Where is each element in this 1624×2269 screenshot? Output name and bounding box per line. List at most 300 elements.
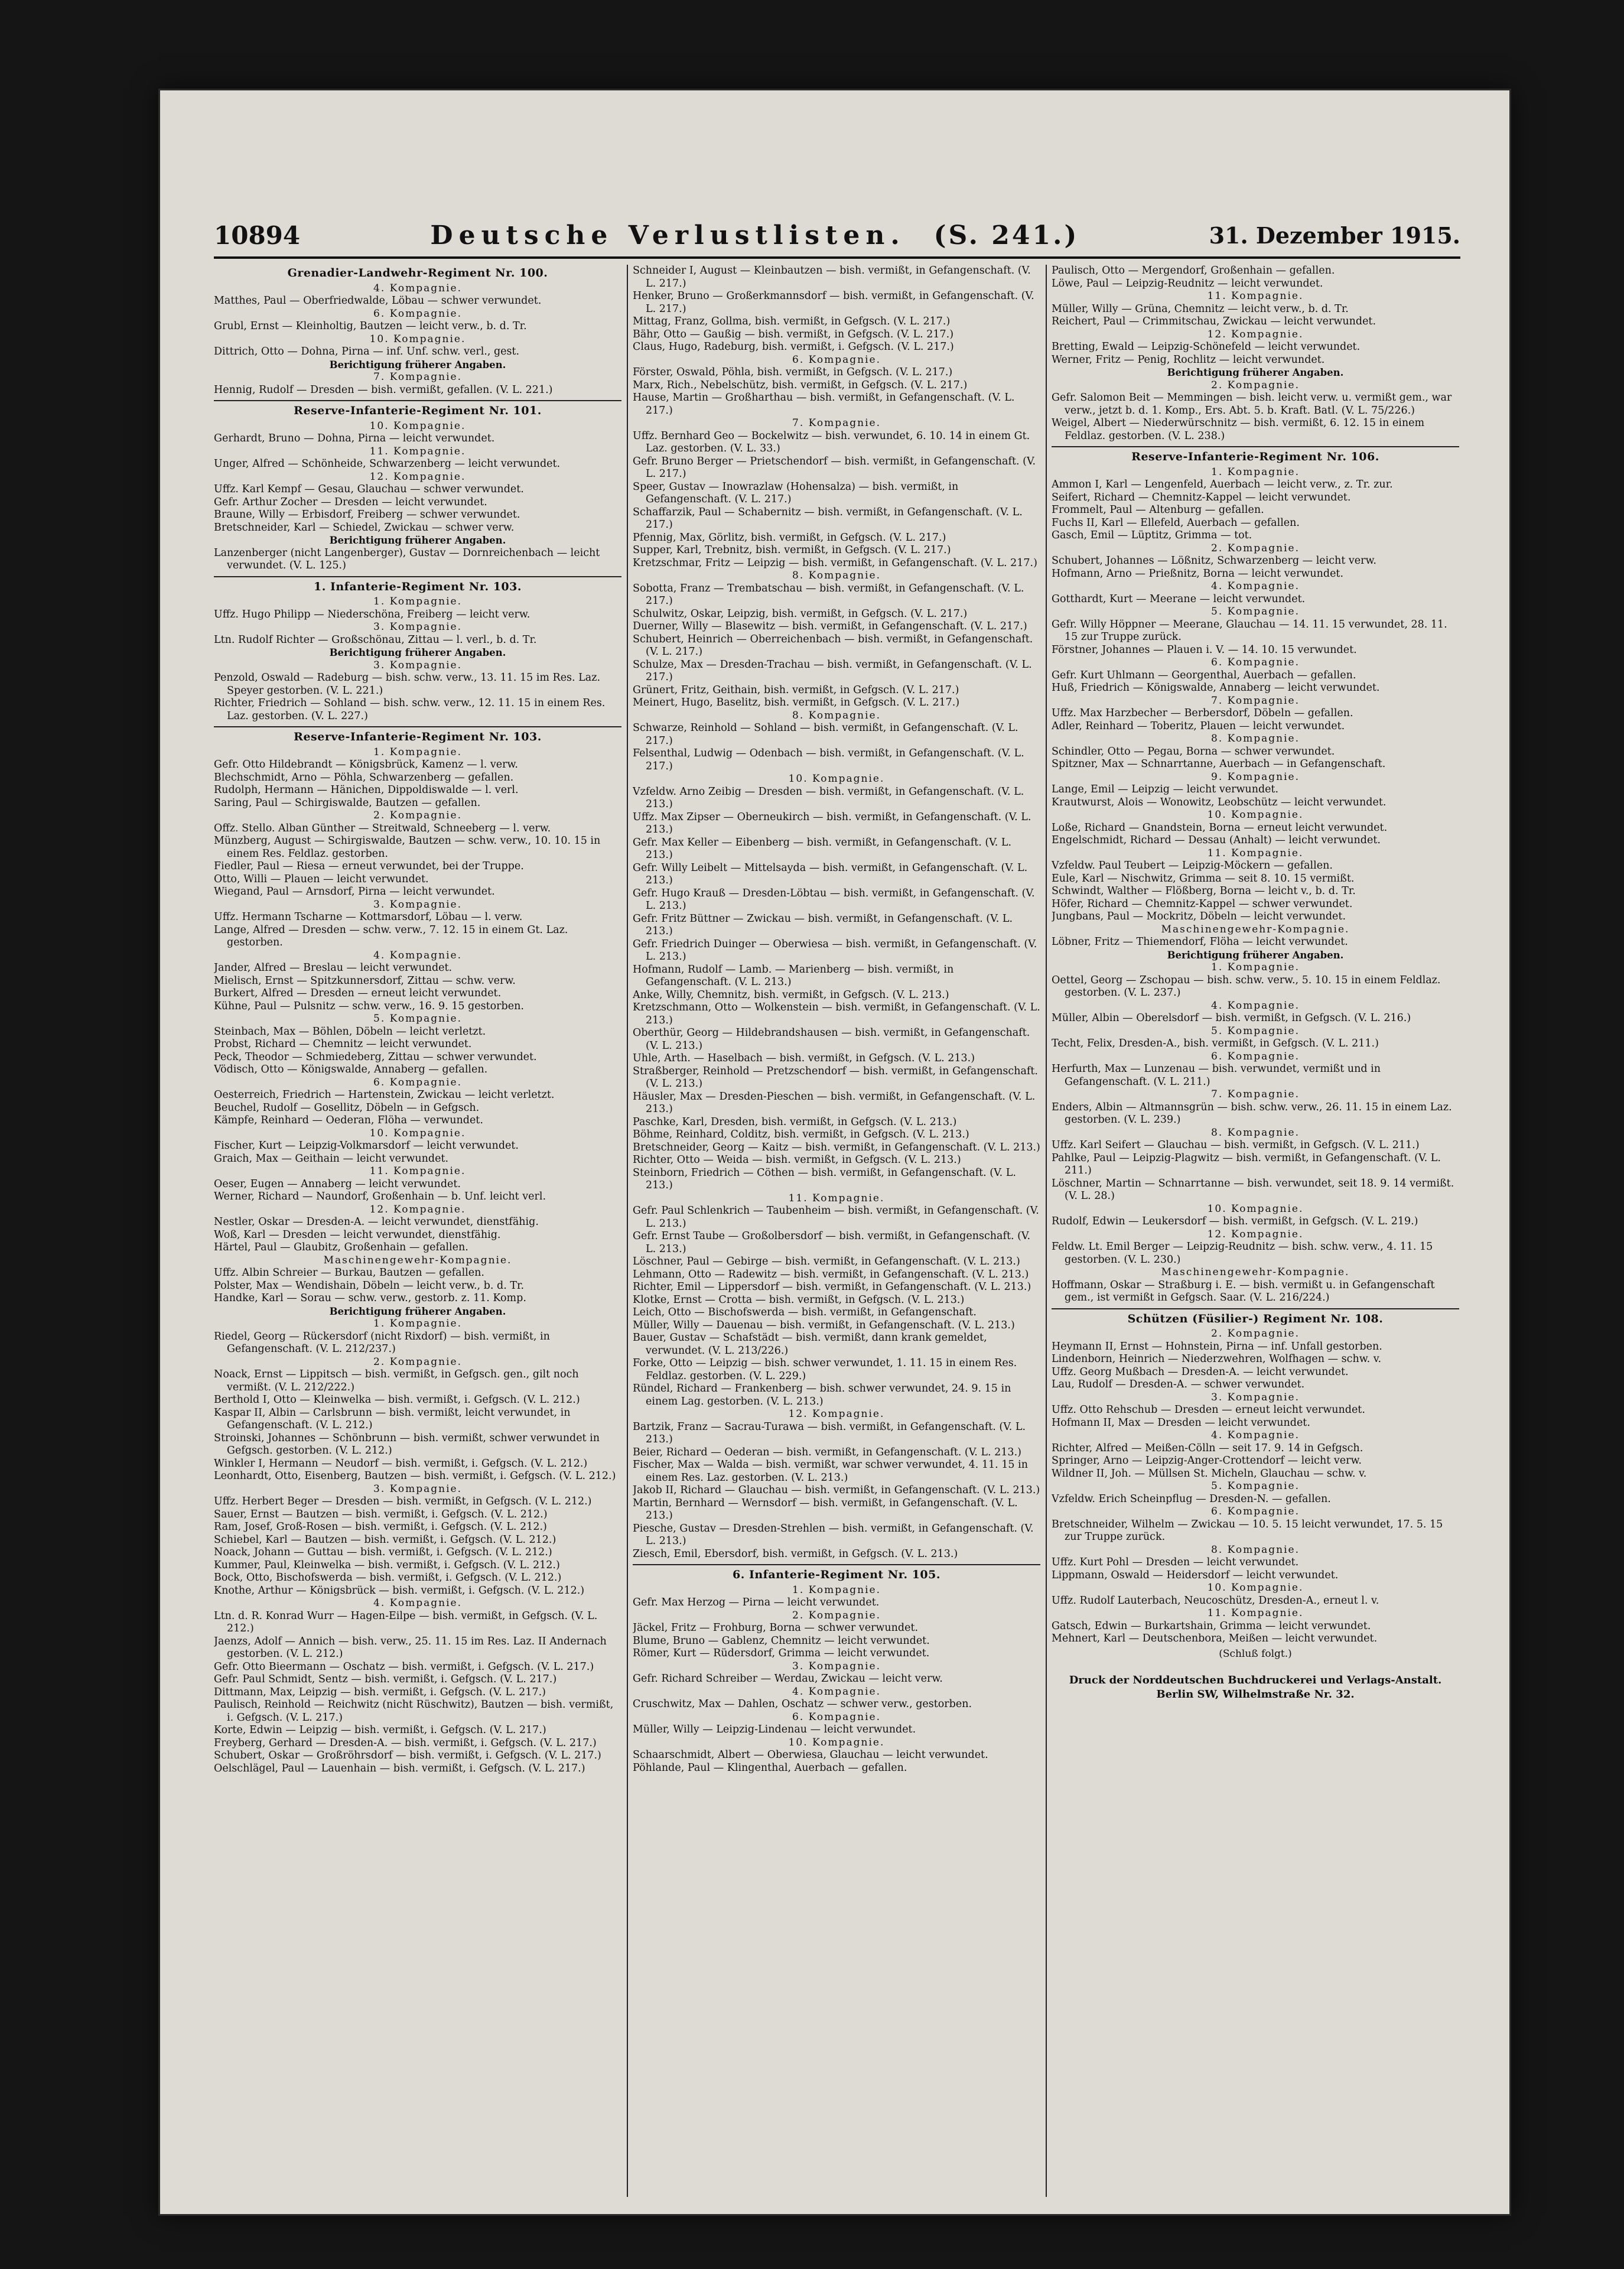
header-rule (214, 256, 1460, 259)
regiment-section (1052, 446, 1459, 1305)
casualty-entry: Wiegand, Paul — Arnsdorf, Pirna — leicht verwundet. (214, 886, 495, 898)
casualty-entry: Supper, Karl, Trebnitz, bish. vermißt, in Gefgsch. (V. L. 217.) (633, 544, 951, 556)
casualty-entry: Braune, Willy — Erbisdorf, Freiberg — schwer verwundet. (214, 509, 520, 521)
company-heading: 6. Kompagnie. (1211, 656, 1300, 668)
casualty-entry: Mittag, Franz, Gollma, bish. vermißt, in Gefgsch. (V. L. 217.) (633, 316, 951, 327)
correction-heading: Berichtigung früherer Angaben. (1167, 949, 1344, 961)
casualty-entry: Frommelt, Paul — Altenburg — gefallen. (1052, 504, 1264, 516)
casualty-entry: Forke, Otto — Leipzig — bish. schwer verwundet, 1. 11. 15 in einem Res. Feldlaz. gestorben. (V. L. 229.) (633, 1357, 1017, 1382)
casualty-entry: Rudolph, Hermann — Hänichen, Dippoldiswalde — l. verl. (214, 784, 519, 796)
casualty-entry: Uffz. Karl Seifert — Glauchau — bish. vermißt, in Gefgsch. (V. L. 211.) (1052, 1139, 1420, 1151)
company-heading: 12. Kompagnie. (1207, 1228, 1304, 1240)
casualty-entry: Oberthür, Georg — Hildebrandshausen — bish. vermißt, in Gefangenschaft. (V. L. 213.) (633, 1027, 1030, 1052)
casualty-entry: Hofmann, Rudolf — Lamb. — Marienberg — bish. vermißt, in Gefangenschaft. (V. L. 213.) (633, 963, 954, 988)
casualty-entry: Martin, Bernhard — Wernsdorf — bish. vermißt, in Gefangenschaft. (V. L. 213.) (633, 1497, 1018, 1522)
casualty-entry: Löschner, Martin — Schnarrtanne — bish. verwundet, seit 18. 9. 14 vermißt. (V. L. 28.) (1052, 1177, 1454, 1202)
company-heading: 6. Kompagnie. (1211, 1050, 1300, 1062)
company-heading: 10. Kompagnie. (369, 1127, 466, 1139)
casualty-entry: Kämpfe, Reinhard — Oederan, Flöha — verwundet. (214, 1114, 483, 1126)
publication-title: Deutsche Verlustlisten. (430, 220, 906, 251)
casualty-entry: Mielisch, Ernst — Spitzkunnersdorf, Zittau — schw. verw. (214, 974, 516, 987)
casualty-entry: Oesterreich, Friedrich — Hartenstein, Zwickau — leicht verletzt. (214, 1089, 555, 1101)
correction-heading: Berichtigung früherer Angaben. (1167, 367, 1344, 378)
company-heading: 8. Kompagnie. (1211, 1126, 1300, 1139)
casualty-entry: Gefr. Salomon Beit — Memmingen — bish. leicht verw. u. vermißt gem., war verw., jetzt b. d. 1. Komp., Ers. Abt. 5. b. Kraft. Batl. (V. L. 75/226.) (1052, 392, 1452, 417)
regiment-heading: Grenadier-Landwehr-Regiment Nr. 100. (287, 266, 548, 279)
casualty-entry: Uffz. Kurt Pohl — Dresden — leicht verwundet. (1052, 1556, 1299, 1568)
casualty-entry: Jäckel, Fritz — Frohburg, Borna — schwer verwundet. (633, 1622, 919, 1634)
casualty-entry: Krautwurst, Alois — Wonowitz, Leobschütz — leicht verwundet. (1052, 796, 1387, 808)
continuation-note: (Schluß folgt.) (1219, 1647, 1292, 1660)
casualty-entry: Techt, Felix, Dresden-A., bish. vermißt, in Gefgsch. (V. L. 211.) (1052, 1038, 1379, 1049)
company-heading: 1. Kompagnie. (1211, 466, 1300, 478)
company-heading: 2. Kompagnie. (792, 1609, 881, 1621)
casualty-entry: Fischer, Kurt — Leipzig-Volkmarsdorf — leicht verwundet. (214, 1140, 519, 1152)
company-heading: Maschinengewehr-Kompagnie. (1161, 923, 1350, 935)
casualty-entry: Bretschneider, Wilhelm — Zwickau — 10. 5. 15 leicht verwundet, 17. 5. 15 zur Truppe zurück. (1052, 1518, 1443, 1543)
casualty-entry: Schaarschmidt, Albert — Oberwiesa, Glauchau — leicht verwundet. (633, 1749, 988, 1761)
casualty-entry: Marx, Rich., Nebelschütz, bish. vermißt, in Gefgsch. (V. L. 217.) (633, 379, 968, 391)
casualty-entry: Matthes, Paul — Oberfriedwalde, Löbau — schwer verwundet. (214, 295, 542, 307)
regiment-heading: Reserve-Infanterie-Regiment Nr. 103. (294, 730, 542, 743)
casualty-entry: Mehnert, Karl — Deutschenbora, Meißen — leicht verwundet. (1052, 1633, 1378, 1644)
casualty-entry: Schneider I, August — Kleinbautzen — bish. vermißt, in Gefangenschaft. (V. L. 217.) (633, 265, 1031, 290)
company-heading: 11. Kompagnie. (369, 445, 466, 457)
company-heading: 11. Kompagnie. (1207, 1607, 1304, 1619)
printer-imprint (1052, 1673, 1459, 1702)
company-heading: 1. Kompagnie. (1211, 961, 1300, 973)
casualty-entry: Straßberger, Reinhold — Pretzschendorf — bish. vermißt, in Gefangenschaft. (V. L. 213.) (633, 1065, 1038, 1090)
company-heading: 3. Kompagnie. (373, 1483, 462, 1495)
regiment-section (633, 265, 1040, 1561)
company-heading: 12. Kompagnie. (1207, 328, 1304, 340)
casualty-entry: Böhme, Reinhard, Colditz, bish. vermißt, in Gefgsch. (V. L. 213.) (633, 1129, 969, 1140)
casualty-entry: Sobotta, Franz — Trembatschau — bish. vermißt, in Gefangenschaft. (V. L. 217.) (633, 582, 1024, 607)
casualty-entry: Gasch, Emil — Lüptitz, Grimma — tot. (1052, 529, 1252, 541)
section-rule (1052, 446, 1459, 447)
casualty-entry: Richter, Otto — Weida — bish. vermißt, in Gefgsch. (V. L. 213.) (633, 1154, 961, 1166)
casualty-entry: Kretzschmar, Fritz — Leipzig — bish. vermißt, in Gefangenschaft. (V. L. 217.) (633, 557, 1037, 569)
casualty-entry: Löbner, Fritz — Thiemendorf, Flöha — leicht verwundet. (1052, 936, 1348, 948)
casualty-entry: Oettel, Georg — Zschopau — bish. schw. verw., 5. 10. 15 in einem Feldlaz. gestorben. (V. L. 237.) (1052, 974, 1441, 999)
casualty-entry: Adler, Reinhard — Toberitz, Plauen — leicht verwundet. (1052, 720, 1345, 732)
casualty-entry: Sauer, Ernst — Bautzen — bish. vermißt, i. Gefgsch. (V. L. 212.) (214, 1508, 548, 1520)
regiment-heading: Reserve-Infanterie-Regiment Nr. 106. (1131, 450, 1379, 463)
imprint-address: Berlin SW, Wilhelmstraße Nr. 32. (1156, 1688, 1355, 1701)
regiment-section (214, 400, 621, 573)
casualty-entry: Bauer, Gustav — Schafstädt — bish. vermißt, dann krank gemeldet, verwundet. (V. L. 213/226.) (633, 1332, 987, 1357)
casualty-entry: Gatsch, Edwin — Burkartshain, Grimma — leicht verwundet. (1052, 1620, 1371, 1632)
casualty-entry: Lindenborn, Heinrich — Niederzwehren, Wolfhagen — schw. v. (1052, 1353, 1382, 1365)
casualty-entry: Ltn. Rudolf Richter — Großschönau, Zittau — l. verl., b. d. Tr. (214, 633, 537, 646)
company-heading: 2. Kompagnie. (1211, 379, 1300, 391)
column-3 (1052, 265, 1459, 2203)
casualty-entry: Blechschmidt, Arno — Pöhla, Schwarzenberg — gefallen. (214, 771, 514, 784)
company-heading: 7. Kompagnie. (1211, 694, 1300, 707)
regiment-heading: Schützen (Füsilier-) Regiment Nr. 108. (1127, 1312, 1384, 1325)
company-heading: 7. Kompagnie. (373, 371, 462, 383)
page-number: 10894 (214, 220, 301, 250)
casualty-entry: Pfennig, Max, Görlitz, bish. vermißt, in Gefgsch. (V. L. 217.) (633, 531, 946, 544)
casualty-entry: Berthold I, Otto — Kleinwelka — bish. vermißt, i. Gefgsch. (V. L. 212.) (214, 1394, 580, 1406)
company-heading: 1. Kompagnie. (792, 1584, 881, 1596)
casualty-entry: Gefr. Otto Bieermann — Oschatz — bish. vermißt, i. Gefgsch. (V. L. 217.) (214, 1660, 594, 1673)
correction-heading: Berichtigung früherer Angaben. (329, 535, 506, 546)
casualty-entry: Hause, Martin — Großharthau — bish. vermißt, in Gefangenschaft. (V. L. 217.) (633, 392, 1015, 417)
casualty-entry: Cruschwitz, Max — Dahlen, Oschatz — schwer verw., gestorben. (633, 1698, 972, 1710)
company-heading: 2. Kompagnie. (373, 810, 462, 821)
casualty-entry: Gefr. Max Keller — Eibenberg — bish. vermißt, in Gefangenschaft. (V. L. 213.) (633, 836, 1012, 861)
casualty-entry: Schiebel, Karl — Bautzen — bish. vermißt, i. Gefgsch. (V. L. 212.) (214, 1533, 556, 1546)
company-heading: 10. Kompagnie. (369, 333, 466, 345)
company-heading: 10. Kompagnie. (1207, 1202, 1304, 1215)
company-heading: 10. Kompagnie. (788, 1736, 885, 1748)
casualty-entry: Gefr. Otto Hildebrandt — Königsbrück, Kamenz — l. verw. (214, 759, 518, 771)
casualty-entry: Woß, Karl — Dresden — leicht verwundet, dienstfähig. (214, 1228, 501, 1241)
column-1 (214, 265, 621, 2203)
casualty-entry: Schindler, Otto — Pegau, Borna — schwer verwundet. (1052, 745, 1335, 758)
casualty-entry: Freyberg, Gerhard — Dresden-A. — bish. vermißt, i. Gefgsch. (V. L. 217.) (214, 1737, 597, 1749)
casualty-entry: Steinbach, Max — Böhlen, Döbeln — leicht verletzt. (214, 1025, 486, 1038)
casualty-entry: Vzfeldw. Paul Teubert — Leipzig-Möckern — gefallen. (1052, 860, 1333, 872)
casualty-entry: Korte, Edwin — Leipzig — bish. vermißt, i. Gefgsch. (V. L. 217.) (214, 1724, 546, 1736)
regiment-section (214, 576, 621, 723)
casualty-entry: Hennig, Rudolf — Dresden — bish. vermißt, gefallen. (V. L. 221.) (214, 383, 553, 396)
casualty-entry: Schwarze, Reinhold — Sohland — bish. vermißt, in Gefangenschaft. (V. L. 217.) (633, 722, 1018, 747)
casualty-entry: Paschke, Karl, Dresden, bish. vermißt, in Gefgsch. (V. L. 213.) (633, 1116, 957, 1128)
casualty-entry: Jaenzs, Adolf — Annich — bish. verw., 25. 11. 15 im Res. Laz. II Andernach gestorben. (V. L. 212.) (214, 1635, 607, 1660)
section-rule (214, 726, 621, 727)
company-heading: 11. Kompagnie. (788, 1192, 885, 1204)
casualty-entry: Richter, Emil — Lippersdorf — bish. vermißt, in Gefangenschaft. (V. L. 213.) (633, 1281, 1031, 1293)
company-heading: 6. Kompagnie. (792, 353, 881, 366)
company-heading: 8. Kompagnie. (792, 570, 881, 581)
casualty-entry: Weigel, Albert — Niederwürschnitz — bish. vermißt, 6. 12. 15 in einem Feldlaz. gestorben. (V. L. 238.) (1052, 417, 1425, 442)
casualty-entry: Uffz. Max Harzbecher — Berbersdorf, Döbeln — gefallen. (1052, 707, 1353, 719)
casualty-entry: Schaffarzik, Paul — Schabernitz — bish. vermißt, in Gefangenschaft. (V. L. 217.) (633, 506, 1023, 531)
company-heading: 11. Kompagnie. (1207, 290, 1304, 302)
company-heading: 6. Kompagnie. (792, 1711, 881, 1723)
casualty-entry: Uffz. Hugo Philipp — Niederschöna, Freiberg — leicht verw. (214, 608, 531, 620)
casualty-entry: Werner, Richard — Naundorf, Großenhain — b. Unf. leicht verl. (214, 1191, 546, 1202)
casualty-entry: Schwindt, Walther — Flößberg, Borna — leicht v., b. d. Tr. (1052, 885, 1356, 897)
casualty-entry: Lippmann, Oswald — Heidersdorf — leicht verwundet. (1052, 1569, 1339, 1581)
casualty-entry: Ründel, Richard — Frankenberg — bish. schwer verwundet, 24. 9. 15 in einem Lag. gestorben. (V. L. 213.) (633, 1383, 1011, 1407)
casualty-entry: Seifert, Richard — Chemnitz-Kappel — leicht verwundet. (1052, 491, 1351, 503)
casualty-entry: Dittrich, Otto — Dohna, Pirna — inf. Unf. schw. verl., gest. (214, 346, 520, 357)
casualty-entry: Kummer, Paul, Kleinwelka — bish. vermißt, i. Gefgsch. (V. L. 212.) (214, 1559, 560, 1571)
casualty-entry: Noack, Johann — Guttau — bish. vermißt, i. Gefgsch. (V. L. 212.) (214, 1546, 552, 1558)
casualty-entry: Wildner II, Joh. — Müllsen St. Micheln, Glauchau — schw. v. (1052, 1467, 1367, 1480)
company-heading: 5. Kompagnie. (1211, 606, 1300, 617)
casualty-entry: Graich, Max — Geithain — leicht verwundet. (214, 1152, 449, 1165)
casualty-entry: Gefr. Kurt Uhlmann — Georgenthal, Auerbach — gefallen. (1052, 669, 1356, 681)
regiment-heading: 1. Infanterie-Regiment Nr. 103. (314, 580, 522, 593)
casualty-entry: Ammon I, Karl — Lengenfeld, Auerbach — leicht verw., z. Tr. zur. (1052, 479, 1393, 490)
column-2 (633, 265, 1040, 2203)
casualty-entry: Gefr. Bruno Berger — Prietschendorf — bish. vermißt, in Gefangenschaft. (V. L. 217.) (633, 455, 1036, 480)
casualty-entry: Gefr. Fritz Büttner — Zwickau — bish. vermißt, in Gefangenschaft. (V. L. 213.) (633, 912, 1013, 937)
casualty-entry: Ram, Josef, Groß-Rosen — bish. vermißt, i. Gefgsch. (V. L. 212.) (214, 1521, 547, 1533)
casualty-entry: Hoffmann, Oskar — Straßburg i. E. — bish. vermißt u. in Gefangenschaft gem., ist vermißt in Gefgsch. Saar. (V. L. 216/224.) (1052, 1279, 1435, 1303)
company-heading: 6. Kompagnie. (373, 1076, 462, 1088)
casualty-entry: Reichert, Paul — Crimmitschau, Zwickau — leicht verwundet. (1052, 316, 1376, 327)
casualty-entry: Paulisch, Otto — Mergendorf, Großenhain — gefallen. (1052, 265, 1335, 277)
company-heading: 10. Kompagnie. (369, 420, 466, 432)
company-heading: 8. Kompagnie. (1211, 1543, 1300, 1556)
company-heading: 3. Kompagnie. (792, 1660, 881, 1672)
casualty-entry: Uffz. Herbert Beger — Dresden — bish. vermißt, in Gefgsch. (V. L. 212.) (214, 1496, 592, 1507)
section-rule (1052, 1308, 1459, 1309)
regiment-section (214, 267, 621, 396)
casualty-entry: Felsenthal, Ludwig — Odenbach — bish. vermißt, in Gefangenschaft. (V. L. 217.) (633, 747, 1024, 772)
casualty-entry: Klotke, Ernst — Crotta — bish. vermißt, in Gefgsch. (V. L. 213.) (633, 1293, 965, 1306)
page-header (214, 217, 1460, 253)
casualty-entry: Löschner, Paul — Gebirge — bish. vermißt, in Gefangenschaft. (V. L. 213.) (633, 1256, 1020, 1267)
regiment-heading: 6. Infanterie-Regiment Nr. 105. (733, 1568, 940, 1581)
regiment-heading: Reserve-Infanterie-Regiment Nr. 101. (294, 404, 542, 417)
header-title-group (430, 220, 1079, 251)
company-heading: 2. Kompagnie. (1211, 1328, 1300, 1340)
casualty-entry: Gerhardt, Bruno — Dohna, Pirna — leicht verwundet. (214, 433, 495, 444)
casualty-entry: Förstner, Johannes — Plauen i. V. — 14. 10. 15 verwundet. (1052, 643, 1357, 656)
casualty-entry: Gefr. Willy Höppner — Meerane, Glauchau — 14. 11. 15 verwundet, 28. 11. 15 zur Truppe zurück. (1052, 618, 1447, 643)
casualty-entry: Lange, Alfred — Dresden — schw. verw., 7. 12. 15 in einem Gt. Laz. gestorben. (214, 924, 568, 948)
company-heading: 6. Kompagnie. (1211, 1506, 1300, 1517)
casualty-entry: Vzfeldw. Erich Scheinpflug — Dresden-N. — gefallen. (1052, 1493, 1331, 1505)
company-heading: 5. Kompagnie. (1211, 1025, 1300, 1037)
regiment-section (1052, 1308, 1459, 1661)
casualty-entry: Fischer, Max — Walda — bish. vermißt, war schwer verwundet, 4. 11. 15 in einem Res. Laz. gestorben. (V. L. 213.) (633, 1459, 1028, 1484)
casualty-entry: Gefr. Max Herzog — Pirna — leicht verwundet. (633, 1597, 880, 1608)
regiment-section (214, 726, 621, 1775)
newspaper-page (158, 89, 1511, 2216)
casualty-entry: Pöhlande, Paul — Klingenthal, Auerbach — gefallen. (633, 1761, 907, 1774)
casualty-entry: Jander, Alfred — Breslau — leicht verwundet. (214, 962, 453, 974)
casualty-entry: Penzold, Oswald — Radeburg — bish. schw. verw., 13. 11. 15 im Res. Laz. Speyer gestorben. (V. L. 221.) (214, 672, 601, 697)
casualty-entry: Fuchs II, Karl — Ellefeld, Auerbach — gefallen. (1052, 516, 1300, 529)
casualty-entry: Rudolf, Edwin — Leukersdorf — bish. vermißt, in Gefgsch. (V. L. 219.) (1052, 1215, 1418, 1227)
company-heading: 12. Kompagnie. (369, 1203, 466, 1215)
company-heading: 11. Kompagnie. (1207, 847, 1304, 859)
company-heading: 11. Kompagnie. (369, 1165, 466, 1177)
casualty-entry: Lanzenberger (nicht Langenberger), Gustav — Dornreichenbach — leicht verwundet. (V. L. 125.) (214, 547, 600, 571)
casualty-entry: Ltn. d. R. Konrad Wurr — Hagen-Eilpe — bish. vermißt, in Gefgsch. (V. L. 212.) (214, 1610, 598, 1634)
casualty-entry: Schulze, Max — Dresden-Trachau — bish. vermißt, in Gefangenschaft. (V. L. 217.) (633, 658, 1032, 683)
casualty-entry: Häusler, Max — Dresden-Pieschen — bish. vermißt, in Gefangenschaft. (V. L. 213.) (633, 1090, 1036, 1115)
company-heading: 8. Kompagnie. (792, 709, 881, 721)
company-heading: 10. Kompagnie. (1207, 1582, 1304, 1594)
casualty-entry: Müller, Willy — Dauenau — bish. vermißt, in Gefangenschaft. (V. L. 213.) (633, 1319, 1015, 1331)
casualty-entry: Löwe, Paul — Leipzig-Reudnitz — leicht verwundet. (1052, 277, 1323, 290)
casualty-entry: Bock, Otto, Bischofswerda — bish. vermißt, i. Gefgsch. (V. L. 212.) (214, 1572, 562, 1584)
casualty-entry: Blume, Bruno — Gablenz, Chemnitz — leicht verwundet. (633, 1634, 930, 1647)
casualty-entry: Schulwitz, Oskar, Leipzig, bish. vermißt, in Gefgsch. (V. L. 217.) (633, 607, 968, 620)
casualty-entry: Müller, Willy — Grüna, Chemnitz — leicht verw., b. d. Tr. (1052, 303, 1349, 315)
casualty-entry: Saring, Paul — Schirgiswalde, Bautzen — gefallen. (214, 797, 481, 809)
casualty-entry: Meinert, Hugo, Baselitz, bish. vermißt, in Gefgsch. (V. L. 217.) (633, 697, 960, 708)
casualty-entry: Steinborn, Friedrich — Cöthen — bish. vermißt, in Gefangenschaft. (V. L. 213.) (633, 1166, 1016, 1191)
casualty-entry: Müller, Albin — Oberelsdorf — bish. vermißt, in Gefgsch. (V. L. 216.) (1052, 1012, 1411, 1024)
casualty-entry: Springer, Arno — Leipzig-Anger-Crottendorf — leicht verw. (1052, 1455, 1362, 1467)
column-divider (627, 265, 628, 2197)
casualty-entry: Schubert, Oskar — Großröhrsdorf — bish. vermißt, i. Gefgsch. (V. L. 217.) (214, 1750, 601, 1761)
casualty-entry: Bretschneider, Georg — Kaitz — bish. vermißt, in Gefangenschaft. (V. L. 213.) (633, 1141, 1040, 1153)
casualty-entry: Beuchel, Rudolf — Gosellitz, Döbeln — in Gefgsch. (214, 1101, 480, 1114)
casualty-entry: Grünert, Fritz, Geithain, bish. vermißt, in Gefgsch. (V. L. 217.) (633, 684, 959, 696)
casualty-entry: Kretzschmann, Otto — Wolkenstein — bish. vermißt, in Gefangenschaft. (V. L. 213.) (633, 1002, 1040, 1026)
casualty-entry: Stroinski, Johannes — Schönbrunn — bish. vermißt, schwer verwundet in Gefgsch. gestorben. (V. L. 212.) (214, 1432, 600, 1457)
company-heading: 4. Kompagnie. (1211, 580, 1300, 592)
casualty-entry: Münzberg, August — Schirgiswalde, Bautzen — schw. verw., 10. 10. 15 in einem Res. Feldlaz. gestorben. (214, 835, 601, 860)
casualty-entry: Gotthardt, Kurt — Meerane — leicht verwundet. (1052, 593, 1306, 605)
casualty-entry: Kaspar II, Albin — Carlsbrunn — bish. vermißt, leicht verwundet, in Gefangenschaft. (V. L. 212.) (214, 1406, 571, 1431)
casualty-entry: Engelschmidt, Richard — Dessau (Anhalt) — leicht verwundet. (1052, 834, 1381, 846)
casualty-entry: Probst, Richard — Chemnitz — leicht verwundet. (214, 1038, 472, 1050)
section-rule (633, 1564, 1040, 1565)
casualty-entry: Ziesch, Emil, Ebersdorf, bish. vermißt, in Gefgsch. (V. L. 213.) (633, 1548, 958, 1560)
casualty-entry: Jungbans, Paul — Mockritz, Döbeln — leicht verwundet. (1052, 911, 1346, 922)
casualty-entry: Gefr. Arthur Zocher — Dresden — leicht verwundet. (214, 496, 487, 508)
imprint-line: Druck der Norddeutschen Buchdruckerei und Verlags-Anstalt. (1069, 1674, 1442, 1686)
company-heading: 10. Kompagnie. (788, 773, 885, 785)
correction-heading: Berichtigung früherer Angaben. (329, 1305, 506, 1317)
casualty-entry: Kühne, Paul — Pulsnitz — schw. verw., 16. 9. 15 gestorben. (214, 1000, 524, 1012)
casualty-entry: Schubert, Johannes — Lößnitz, Schwarzenberg — leicht verw. (1052, 555, 1376, 567)
casualty-entry: Lau, Rudolf — Dresden-A. — schwer verwundet. (1052, 1379, 1305, 1390)
casualty-entry: Römer, Kurt — Rüdersdorf, Grimma — leicht verwundet. (633, 1647, 930, 1659)
company-heading: 12. Kompagnie. (369, 470, 466, 483)
casualty-entry: Herfurth, Max — Lunzenau — bish. verwundet, vermißt und in Gefangenschaft. (V. L. 211.) (1052, 1063, 1381, 1088)
casualty-entry: Gefr. Paul Schmidt, Sentz — bish. vermißt, i. Gefgsch. (V. L. 217.) (214, 1673, 557, 1685)
casualty-entry: Anke, Willy, Chemnitz, bish. vermißt, in Gefgsch. (V. L. 213.) (633, 989, 949, 1001)
casualty-entry: Uffz. Albin Schreier — Burkau, Bautzen — gefallen. (214, 1267, 484, 1279)
company-heading: 7. Kompagnie. (1211, 1088, 1300, 1100)
company-heading: 3. Kompagnie. (373, 659, 462, 671)
casualty-entry: Henker, Bruno — Großerkmannsdorf — bish. vermißt, in Gefangenschaft. (V. L. 217.) (633, 290, 1034, 315)
company-heading: 12. Kompagnie. (788, 1408, 885, 1420)
casualty-entry: Paulisch, Reinhold — Reichwitz (nicht Rüschwitz), Bautzen — bish. vermißt, i. Gefgsch. (V. L. 217.) (214, 1699, 614, 1724)
casualty-entry: Loße, Richard — Gnandstein, Borna — erneut leicht verwundet. (1052, 821, 1388, 834)
company-heading: 4. Kompagnie. (373, 1597, 462, 1609)
casualty-entry: Piesche, Gustav — Dresden-Strehlen — bish. vermißt, in Gefangenschaft. (V. L. 213.) (633, 1522, 1034, 1547)
casualty-entry: Uffz. Georg Mußbach — Dresden-A. — leicht verwundet. (1052, 1366, 1349, 1378)
casualty-entry: Grubl, Ernst — Kleinholtig, Bautzen — leicht verw., b. d. Tr. (214, 320, 527, 332)
company-heading: 10. Kompagnie. (1207, 809, 1304, 821)
section-rule (214, 400, 621, 401)
casualty-entry: Uffz. Rudolf Lauterbach, Neucoschütz, Dresden-A., erneut l. v. (1052, 1594, 1379, 1607)
casualty-entry: Heymann II, Ernst — Hohnstein, Pirna — inf. Unfall gestorben. (1052, 1340, 1382, 1353)
casualty-entry: Höfer, Richard — Chemnitz-Kappel — schwer verwundet. (1052, 898, 1353, 910)
company-heading: 5. Kompagnie. (1211, 1480, 1300, 1492)
casualty-entry: Schubert, Heinrich — Oberreichenbach — bish. vermißt, in Gefangenschaft. (V. L. 217.) (633, 633, 1033, 658)
casualty-entry: Handke, Karl — Sorau — schw. verw., gestorb. z. 11. Komp. (214, 1292, 526, 1304)
casualty-entry: Spitzner, Max — Schnarrtanne, Auerbach — in Gefangenschaft. (1052, 758, 1386, 770)
casualty-entry: Gefr. Hugo Krauß — Dresden-Löbtau — bish. vermißt, in Gefangenschaft. (V. L. 213.) (633, 887, 1035, 912)
casualty-entry: Pahlke, Paul — Leipzig-Plagwitz — bish. vermißt, in Gefangenschaft. (V. L. 211.) (1052, 1152, 1441, 1176)
company-heading: 4. Kompagnie. (373, 949, 462, 961)
casualty-entry: Uhle, Arth. — Haselbach — bish. vermißt, in Gefgsch. (V. L. 213.) (633, 1052, 975, 1064)
casualty-entry: Lehmann, Otto — Radewitz — bish. vermißt, in Gefangenschaft. (V. L. 213.) (633, 1268, 1029, 1280)
casualty-entry: Vzfeldw. Arno Zeibig — Dresden — bish. vermißt, in Gefangenschaft. (V. L. 213.) (633, 785, 1024, 810)
casualty-entry: Uffz. Bernhard Geo — Bockelwitz — bish. verwundet, 6. 10. 14 in einem Gt. Laz. gestorben. (V. L. 33.) (633, 430, 1030, 454)
casualty-entry: Bretting, Ewald — Leipzig-Schönefeld — leicht verwundet. (1052, 341, 1361, 353)
company-heading: 2. Kompagnie. (373, 1355, 462, 1368)
casualty-entry: Knothe, Arthur — Königsbrück — bish. vermißt, i. Gefgsch. (V. L. 212.) (214, 1584, 585, 1597)
casualty-entry: Unger, Alfred — Schönheide, Schwarzenberg — leicht verwundet. (214, 458, 561, 470)
casualty-entry: Dittmann, Max, Leipzig — bish. vermißt, i. Gefgsch. (V. L. 217.) (214, 1686, 546, 1698)
company-heading: Maschinengewehr-Kompagnie. (323, 1254, 512, 1266)
casualty-entry: Uffz. Max Zipser — Oberneukirch — bish. vermißt, in Gefangenschaft. (V. L. 213.) (633, 811, 1031, 836)
casualty-entry: Feldw. Lt. Emil Berger — Leipzig-Reudnitz — bish. schw. verw., 4. 11. 15 gestorben. (V. L. 230.) (1052, 1241, 1433, 1266)
casualty-entry: Uffz. Otto Rehschub — Dresden — erneut leicht verwundet. (1052, 1404, 1365, 1416)
casualty-entry: Otto, Willi — Plauen — leicht verwundet. (214, 873, 429, 885)
correction-heading: Berichtigung früherer Angaben. (329, 647, 506, 658)
company-heading: 1. Kompagnie. (373, 1318, 462, 1329)
casualty-entry: Jakob II, Richard — Glauchau — bish. vermißt, in Gefangenschaft. (V. L. 213.) (633, 1484, 1040, 1496)
casualty-entry: Polster, Max — Wendishain, Döbeln — leicht verw., b. d. Tr. (214, 1279, 525, 1292)
edition-number: (S. 241.) (933, 220, 1079, 251)
casualty-entry: Fiedler, Paul — Riesa — erneut verwundet, bei der Truppe. (214, 860, 524, 872)
casualty-entry: Offz. Stello. Alban Günther — Streitwald, Schneeberg — l. verw. (214, 822, 551, 834)
section-rule (214, 576, 621, 577)
casualty-entry: Burkert, Alfred — Dresden — erneut leicht verwundet. (214, 987, 502, 999)
casualty-entry: Leich, Otto — Bischofswerda — bish. vermißt, in Gefangenschaft. (633, 1306, 977, 1318)
company-heading: 2. Kompagnie. (1211, 542, 1300, 554)
regiment-section (633, 1564, 1040, 1774)
casualty-entry: Winkler I, Hermann — Neudorf — bish. vermißt, i. Gefgsch. (V. L. 212.) (214, 1457, 588, 1470)
company-heading: 1. Kompagnie. (373, 596, 462, 607)
casualty-entry: Lange, Emil — Leipzig — leicht verwundet. (1052, 784, 1279, 795)
casualty-entry: Förster, Oswald, Pöhla, bish. vermißt, in Gefgsch. (V. L. 217.) (633, 366, 953, 378)
column-divider (1046, 265, 1047, 2197)
casualty-entry: Duerner, Willy — Blasewitz — bish. vermißt, in Gefangenschaft. (V. L. 217.) (633, 620, 1027, 632)
casualty-entry: Claus, Hugo, Radeburg, bish. vermißt, i. Gefgsch. (V. L. 217.) (633, 341, 954, 353)
casualty-entry: Gefr. Richard Schreiber — Werdau, Zwickau — leicht verw. (633, 1673, 943, 1685)
casualty-entry: Hofmann II, Max — Dresden — leicht verwundet. (1052, 1416, 1310, 1429)
casualty-entry: Uffz. Hermann Tscharne — Kottmarsdorf, Löbau — l. verw. (214, 911, 523, 923)
casualty-entry: Peck, Theodor — Schmiedeberg, Zittau — schwer verwundet. (214, 1051, 537, 1063)
company-heading: 3. Kompagnie. (373, 898, 462, 911)
company-heading: 8. Kompagnie. (1211, 733, 1300, 745)
casualty-entry: Müller, Willy — Leipzig-Lindenau — leicht verwundet. (633, 1724, 916, 1735)
company-heading: 3. Kompagnie. (1211, 1391, 1300, 1403)
casualty-entry: Oelschlägel, Paul — Lauenhain — bish. vermißt, i. Gefgsch. (V. L. 217.) (214, 1762, 585, 1774)
company-heading: 4. Kompagnie. (1211, 1429, 1300, 1441)
company-heading: 3. Kompagnie. (373, 621, 462, 633)
company-heading: 4. Kompagnie. (1211, 999, 1300, 1012)
casualty-entry: Bretschneider, Karl — Schiedel, Zwickau — schwer verw. (214, 521, 515, 534)
correction-heading: Berichtigung früherer Angaben. (329, 359, 506, 370)
casualty-entry: Bähr, Otto — Gaußig — bish. vermißt, in Gefgsch. (V. L. 217.) (633, 328, 954, 340)
casualty-entry: Uffz. Karl Kempf — Gesau, Glauchau — schwer verwundet. (214, 483, 524, 495)
casualty-entry: Enders, Albin — Altmannsgrün — bish. schw. verw., 26. 11. 15 in einem Laz. gestorben. (V. L. 239.) (1052, 1101, 1452, 1126)
company-heading: Maschinengewehr-Kompagnie. (1161, 1266, 1350, 1278)
company-heading: 5. Kompagnie. (373, 1013, 462, 1025)
company-heading: 7. Kompagnie. (792, 417, 881, 429)
casualty-entry: Riedel, Georg — Rückersdorf (nicht Rixdorf) — bish. vermißt, in Gefangenschaft. (V. L. 212/237.) (214, 1330, 550, 1355)
casualty-entry: Noack, Ernst — Lippitsch — bish. vermißt, in Gefgsch. gen., gilt noch vermißt. (V. L. 212/222.) (214, 1368, 579, 1393)
company-heading: 9. Kompagnie. (1211, 771, 1300, 783)
company-heading: 4. Kompagnie. (373, 282, 462, 294)
casualty-entry: Gefr. Paul Schlenkrich — Taubenheim — bish. vermißt, in Gefangenschaft. (V. L. 213.) (633, 1205, 1039, 1230)
issue-date: 31. Dezember 1915. (1209, 222, 1460, 249)
casualty-entry: Werner, Fritz — Penig, Rochlitz — leicht verwundet. (1052, 353, 1325, 366)
casualty-entry: Gefr. Willy Leibelt — Mittelsayda — bish. vermißt, in Gefangenschaft. (V. L. 213.) (633, 862, 1028, 886)
casualty-entry: Gefr. Ernst Taube — Großolbersdorf — bish. vermißt, in Gefangenschaft. (V. L. 213.) (633, 1230, 1031, 1255)
casualty-entry: Härtel, Paul — Glaubitz, Großenhain — gefallen. (214, 1241, 468, 1253)
casualty-entry: Beier, Richard — Oederan — bish. vermißt, in Gefangenschaft. (V. L. 213.) (633, 1446, 1021, 1458)
